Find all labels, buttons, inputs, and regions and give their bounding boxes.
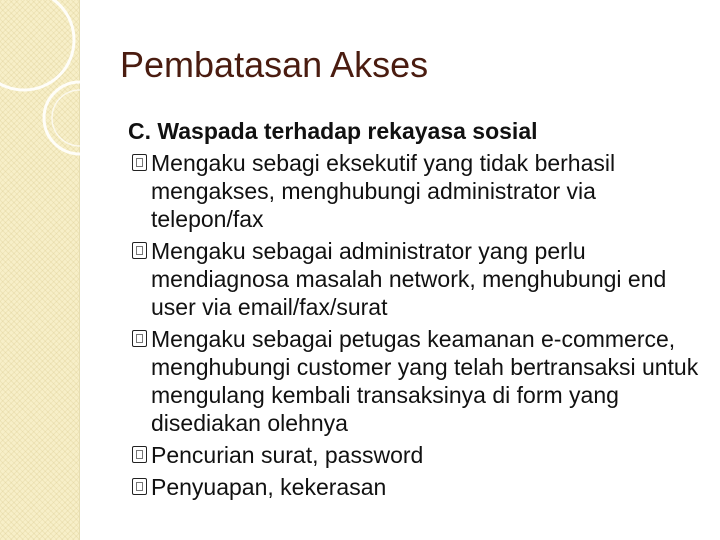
list-item <box>128 441 708 469</box>
list-item <box>128 325 708 437</box>
bullet-text: Mengaku sebagai petugas keamanan e-commerce, menghubungi customer yang telah bertransaksi untuk mengulang kembali transaksinya di form yang disediakan olehnya <box>151 326 699 436</box>
section-subheading: C. Waspada terhadap rekayasa sosial <box>128 118 538 144</box>
slide-content <box>128 117 708 505</box>
missing-glyph-box-icon <box>132 478 147 495</box>
list-item <box>128 473 708 501</box>
missing-glyph-box-icon <box>132 154 147 171</box>
decorative-circles <box>0 0 130 200</box>
missing-glyph-box-icon <box>132 242 147 259</box>
bullet-text: Pencurian surat, password <box>151 442 424 468</box>
missing-glyph-box-icon <box>132 330 147 347</box>
missing-glyph-box-icon <box>132 446 147 463</box>
slide-title: Pembatasan Akses <box>120 44 429 85</box>
list-item <box>128 237 708 321</box>
bullet-list <box>128 149 708 501</box>
bullet-text: Mengaku sebagi eksekutif yang tidak berhasil mengakses, menghubungi administrator via telepon/fax <box>151 150 616 232</box>
list-item <box>128 149 708 233</box>
bullet-text: Penyuapan, kekerasan <box>151 474 387 500</box>
bullet-text: Mengaku sebagai administrator yang perlu mendiagnosa masalah network, menghubungi end user via email/fax/surat <box>151 238 667 320</box>
